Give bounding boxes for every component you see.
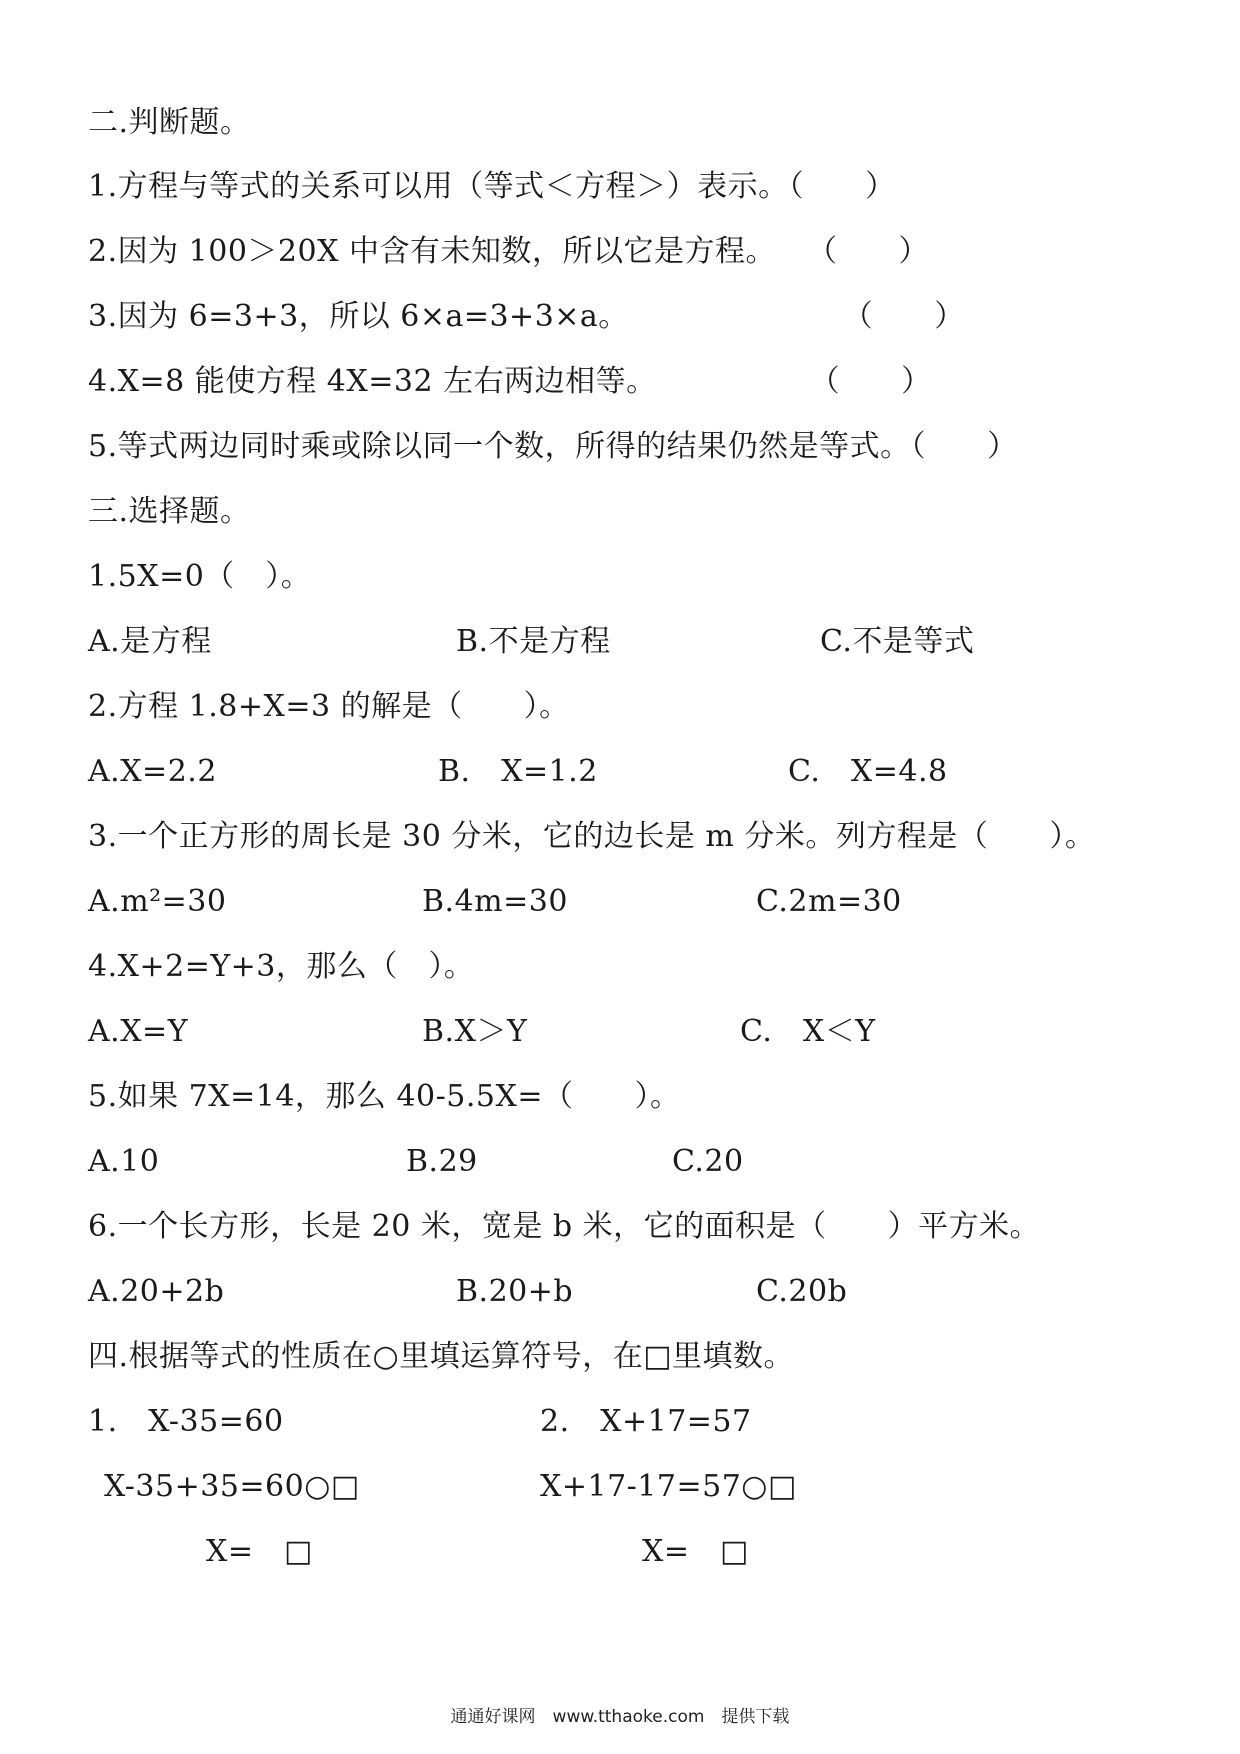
choice-question-4-stem: 4.X+2=Y+3，那么（ ）。 <box>88 949 475 984</box>
fill-problem-1-step: X-35+35=60○□ <box>104 1469 360 1504</box>
judge-question-5: 5.等式两边同时乘或除以同一个数，所得的结果仍然是等式。（ ） <box>88 429 1018 464</box>
choice-question-5-option-b: B.29 <box>406 1144 478 1179</box>
choice-question-4-option-a: A.X=Y <box>88 1014 188 1049</box>
choice-question-3-option-b: B.4m=30 <box>422 884 568 919</box>
choice-question-3-option-c: C.2m=30 <box>756 884 902 919</box>
choice-question-5-option-c: C.20 <box>672 1144 744 1179</box>
choice-question-4-option-c: C. X＜Y <box>740 1014 876 1049</box>
section-3-title: 三.选择题。 <box>88 494 251 529</box>
page-footer: 通通好课网 www.tthaoke.com 提供下载 <box>450 1707 790 1727</box>
judge-question-2: 2.因为 100＞20X 中含有未知数，所以它是方程。 （ ） <box>88 234 929 269</box>
fill-problem-1-result: X= □ <box>206 1534 313 1569</box>
choice-question-1-option-c: C.不是等式 <box>820 624 975 659</box>
judge-question-3: 3.因为 6=3+3，所以 6×a=3+3×a。 （ ） <box>88 299 965 334</box>
choice-question-1-option-b: B.不是方程 <box>456 624 611 659</box>
judge-question-1: 1.方程与等式的关系可以用（等式＜方程＞）表示。（ ） <box>88 169 896 204</box>
fill-problem-2-result: X= □ <box>642 1534 749 1569</box>
choice-question-6-stem: 6.一个长方形，长是 20 米，宽是 b 米，它的面积是（ ）平方米。 <box>88 1209 1041 1244</box>
judge-question-4: 4.X=8 能使方程 4X=32 左右两边相等。 （ ） <box>88 364 932 399</box>
fill-problem-2-label: 2. X+17=57 <box>540 1404 752 1439</box>
section-2-title: 二.判断题。 <box>88 105 251 140</box>
choice-question-2-stem: 2.方程 1.8+X=3 的解是（ ）。 <box>88 689 570 724</box>
fill-problem-2-step: X+17-17=57○□ <box>540 1469 797 1504</box>
choice-question-5-option-a: A.10 <box>88 1144 160 1179</box>
choice-question-5-stem: 5.如果 7X=14，那么 40-5.5X=（ ）。 <box>88 1079 681 1114</box>
fill-problem-1-label: 1. X-35=60 <box>88 1404 284 1439</box>
choice-question-2-option-b: B. X=1.2 <box>438 754 598 789</box>
choice-question-1-stem: 1.5X=0（ ）。 <box>88 559 312 594</box>
section-4-title: 四.根据等式的性质在○里填运算符号，在□里填数。 <box>88 1339 795 1374</box>
choice-question-1-option-a: A.是方程 <box>88 624 212 659</box>
choice-question-6-option-b: B.20+b <box>456 1274 574 1309</box>
choice-question-4-option-b: B.X＞Y <box>422 1014 528 1049</box>
choice-question-2-option-a: A.X=2.2 <box>88 754 217 789</box>
choice-question-3-option-a: A.m²=30 <box>88 884 227 919</box>
choice-question-6-option-c: C.20b <box>756 1274 848 1309</box>
choice-question-3-stem: 3.一个正方形的周长是 30 分米，它的边长是 m 分米。列方程是（ ）。 <box>88 819 1096 854</box>
choice-question-2-option-c: C. X=4.8 <box>788 754 948 789</box>
choice-question-6-option-a: A.20+2b <box>88 1274 225 1309</box>
